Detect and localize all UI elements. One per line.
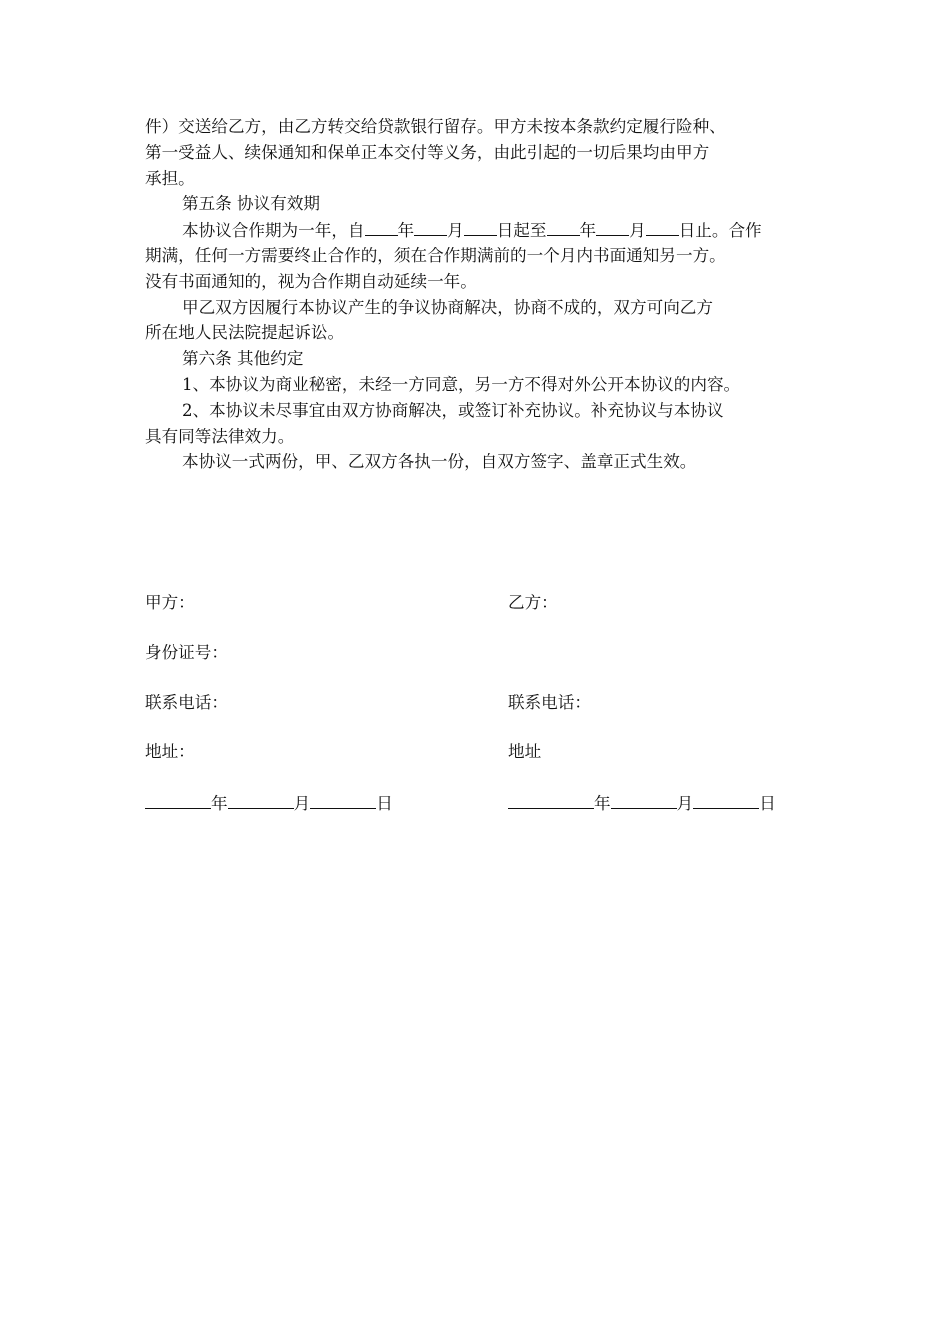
paragraph-line: 所在地人民法院提起诉讼。 (145, 323, 345, 343)
day-label: 日 (376, 794, 393, 813)
day-from-label: 日起至 (496, 221, 547, 241)
paragraph-line: 没有书面通知的，视为合作期自动延续一年。 (145, 271, 477, 291)
month-label: 月 (447, 221, 464, 241)
article-5-title: 第五条 协议有效期 (182, 194, 321, 214)
party-b-day-blank[interactable] (693, 790, 759, 809)
party-b-label: 乙方： (508, 593, 558, 612)
paragraph-line: 甲乙双方因履行本协议产生的争议协商解决，协商不成的，双方可向乙方 (182, 297, 713, 317)
agreement-body (145, 114, 825, 475)
clause-item-1: 1、本协议为商业秘密，未经一方同意，另一方不得对外公开本协议的内容。 (182, 374, 741, 394)
party-a-phone-label: 联系电话： (145, 693, 228, 712)
party-a-day-blank[interactable] (310, 790, 376, 809)
closing-statement: 本协议一式两份，甲、乙双方各执一份，自双方签字、盖章正式生效。 (182, 452, 697, 472)
party-b-year-blank[interactable] (508, 790, 594, 809)
party-a-id-label: 身份证号： (145, 643, 228, 662)
party-a-month-blank[interactable] (228, 790, 294, 809)
paragraph-line: 第一受益人、续保通知和保单正本交付等义务，由此引起的一切后果均由甲方 (145, 142, 710, 162)
end-year-blank[interactable] (547, 217, 580, 236)
party-b-phone-label: 联系电话： (508, 693, 591, 712)
day-label: 日 (759, 794, 776, 813)
clause-item-2: 2、本协议未尽事宜由双方协商解决，或签订补充协议。补充协议与本协议 (182, 400, 724, 420)
end-day-blank[interactable] (646, 217, 679, 236)
paragraph-line: 期满，任何一方需要终止合作的，须在合作期满前的一个月内书面通知另一方。 (145, 245, 726, 265)
paragraph-line: 承担。 (145, 168, 195, 188)
party-a-year-blank[interactable] (145, 790, 211, 809)
year-label: 年 (211, 794, 228, 813)
validity-text-start: 本协议合作期为一年，自 (182, 221, 365, 241)
party-b-date (508, 790, 776, 815)
month-label: 月 (629, 221, 646, 241)
start-year-blank[interactable] (365, 217, 398, 236)
year-label: 年 (397, 221, 415, 241)
month-label: 月 (676, 794, 694, 813)
paragraph-line: 具有同等法律效力。 (145, 426, 295, 446)
year-label: 年 (579, 221, 597, 241)
paragraph-line: 件）交送给乙方，由乙方转交给贷款银行留存。甲方未按本条款约定履行险种、 (145, 117, 726, 136)
start-month-blank[interactable] (414, 217, 447, 236)
day-end-label: 日止。合作 (678, 221, 762, 241)
validity-period-line (145, 217, 825, 243)
month-label: 月 (293, 794, 311, 813)
end-month-blank[interactable] (596, 217, 629, 236)
party-a-date (145, 790, 393, 815)
party-b-address-label: 地址 (508, 742, 542, 761)
start-day-blank[interactable] (464, 217, 497, 236)
party-a-address-label: 地址： (145, 742, 195, 761)
party-a-label: 甲方： (145, 593, 195, 612)
party-b-month-blank[interactable] (611, 790, 677, 809)
article-6-title: 第六条 其他约定 (182, 349, 304, 369)
year-label: 年 (594, 794, 611, 813)
